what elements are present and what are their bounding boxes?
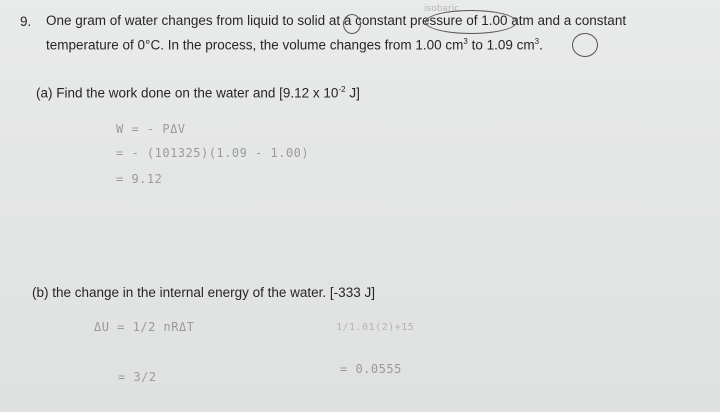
part-b-work-left-2: = 3/2 — [118, 370, 157, 384]
pen-circle-a — [343, 14, 361, 34]
part-a-question — [36, 85, 360, 101]
part-b-question: (b) the change in the internal energy of the water. [-333 J] — [32, 285, 375, 300]
question-line-1: One gram of water changes from liquid to solid at a constant pressure of 1.00 atm and a constant — [46, 13, 627, 28]
cubic-superscript-1: 3 — [463, 37, 468, 46]
question-line-2-text-a: temperature of 0°C. In the process, the volume changes from 1.00 cm — [46, 37, 464, 53]
question-line-2 — [46, 37, 543, 53]
part-a-unit: J] — [345, 85, 360, 101]
part-b-work-right-1: 1/1.01(2)+15 — [336, 322, 415, 333]
question-number: 9. — [20, 14, 32, 29]
part-a-exponent: -2 — [338, 85, 346, 94]
part-b-work-right-2: = 0.0555 — [340, 362, 402, 376]
part-a-work-line-3: = 9.12 — [116, 172, 163, 186]
pen-circle-pressure — [425, 10, 517, 34]
cubic-superscript-2: 3 — [534, 37, 540, 46]
question-line-2-text-c: . — [539, 37, 543, 53]
handwritten-note-isobaric: isobaric — [424, 4, 460, 14]
question-line-2-text-b: to 1.09 cm — [467, 37, 535, 53]
part-a-work-line-2: = - (101325)(1.09 - 1.00) — [116, 146, 310, 160]
pen-circle-volume-end — [572, 33, 598, 57]
part-b-work-left-1: ΔU = 1/2 nRΔT — [94, 320, 195, 334]
part-a-text: (a) Find the work done on the water and [9.12 x 10 — [36, 85, 339, 101]
part-a-work-line-1: W = - PΔV — [116, 122, 186, 136]
